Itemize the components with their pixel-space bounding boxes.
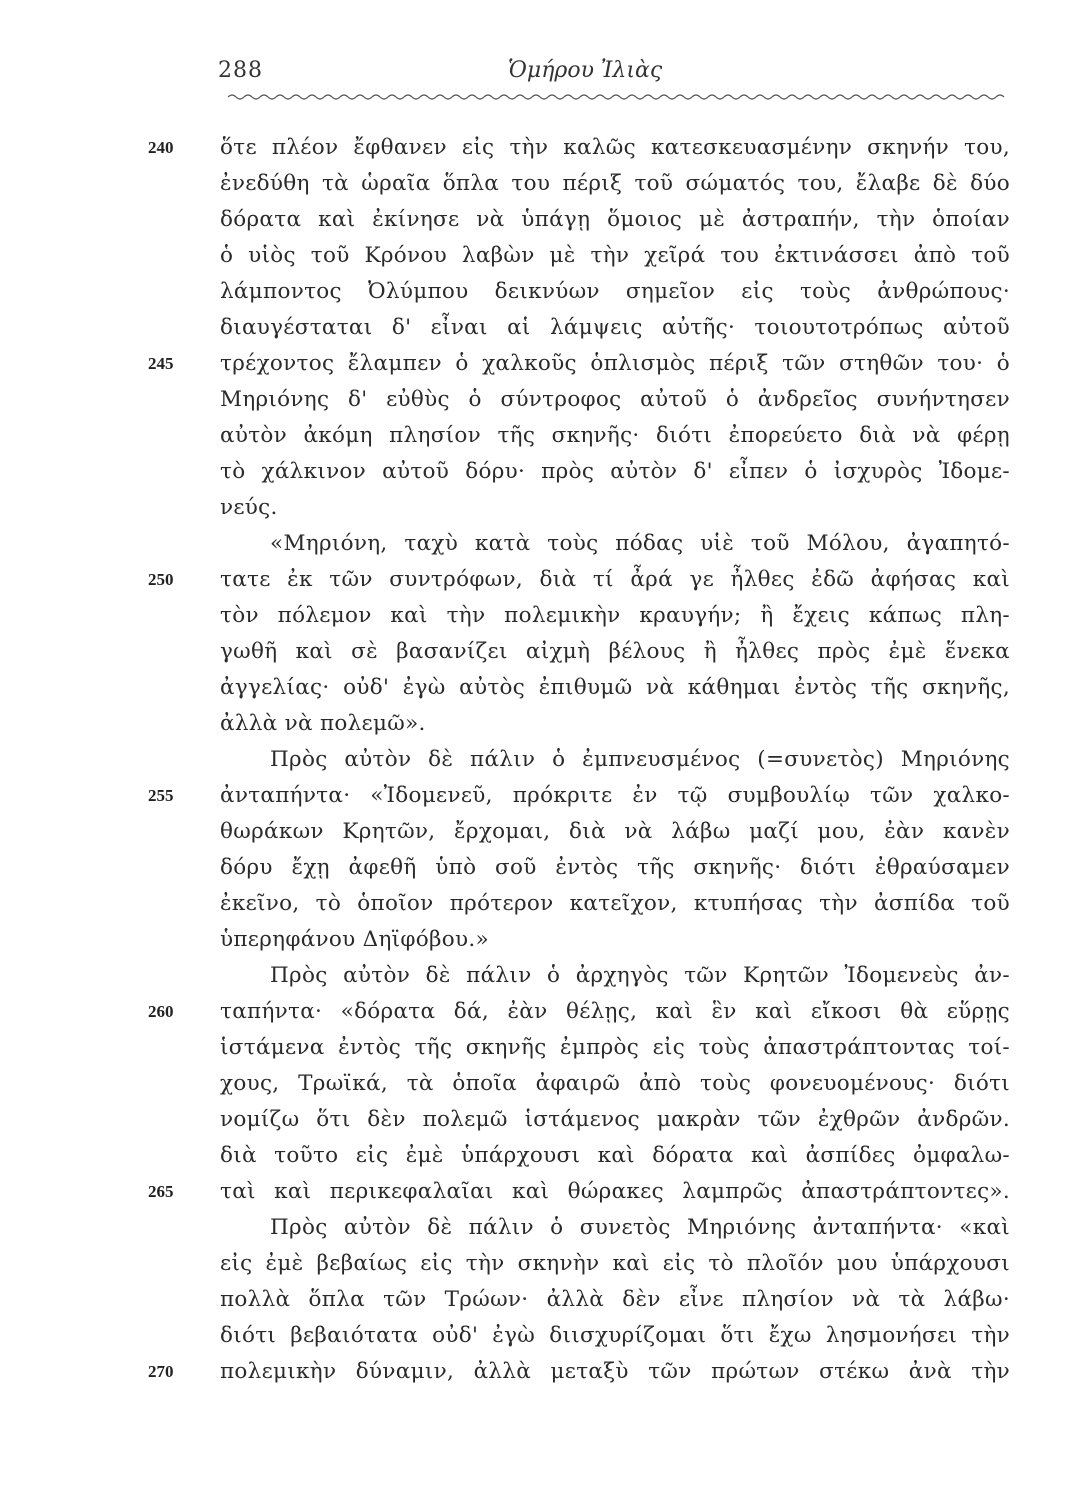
line-number: 265 xyxy=(148,1182,174,1201)
running-title: Ὁμήρου Ἰλιὰς xyxy=(508,58,663,83)
text-line: αὐτὸν ἀκόμη πλησίον τῆς σκηνῆς· διότι ἐπορεύετο διὰ νὰ φέρῃ xyxy=(220,423,1010,448)
text-line: ἐκεῖνο, τὸ ὁποῖον πρότερον κατεῖχον, κτυπήσας τὴν ἀσπίδα τοῦ xyxy=(220,891,1010,916)
text-line: ταὶ καὶ περικεφαλαῖαι καὶ θώρακες λαμπρῶς ἀπαστράπτοντες». xyxy=(220,1179,1010,1204)
text-line: διὰ τοῦτο εἰς ἐμὲ ὑπάρχουσι καὶ δόρατα καὶ ἀσπίδες ὀμφαλω- xyxy=(220,1143,1010,1168)
text-line: ὑπερηφάνου Δηϊφόβου.» xyxy=(220,927,489,952)
text-line: ἀγγελίας· οὐδ' ἐγὼ αὐτὸς ἐπιθυμῶ νὰ κάθημαι ἐντὸς τῆς σκηνῆς, xyxy=(220,675,1010,700)
line-number: 270 xyxy=(148,1362,174,1381)
text-line: πολεμικὴν δύναμιν, ἀλλὰ μεταξὺ τῶν πρώτων στέκω ἀνὰ τὴν xyxy=(220,1359,1010,1384)
text-line: τρέχοντος ἔλαμπεν ὁ χαλκοῦς ὁπλισμὸς πέριξ τῶν στηθῶν του· ὁ xyxy=(220,351,1010,376)
page-number: 288 xyxy=(218,58,263,83)
text-line: θωράκων Κρητῶν, ἔρχομαι, διὰ νὰ λάβω μαζί μου, ἐὰν κανὲν xyxy=(220,819,1010,844)
text-line: Πρὸς αὐτὸν δὲ πάλιν ὁ συνετὸς Μηριόνης ἀνταπήντα· «καὶ xyxy=(270,1215,1010,1240)
text-line: ἱστάμενα ἐντὸς τῆς σκηνῆς ἐμπρὸς εἰς τοὺς ἀπαστράπτοντας τοί- xyxy=(220,1035,1010,1060)
text-line: χους, Τρωϊκά, τὰ ὁποῖα ἀφαιρῶ ἀπὸ τοὺς φονευομένους· διότι xyxy=(220,1071,1010,1096)
text-line: ἀλλὰ νὰ πολεμῶ». xyxy=(220,711,426,736)
text-line: ταπήντα· «δόρατα δά, ἐὰν θέλῃς, καὶ ἓν καὶ εἴκοσι θὰ εὕρῃς xyxy=(220,999,1010,1024)
line-number: 255 xyxy=(148,786,174,805)
text-line: Μηριόνης δ' εὐθὺς ὁ σύντροφος αὐτοῦ ὁ ἀνδρεῖος συνήντησεν xyxy=(220,387,1010,412)
text-line: «Μηριόνη, ταχὺ κατὰ τοὺς πόδας υἱὲ τοῦ Μόλου, ἀγαπητό- xyxy=(270,531,1010,556)
text-line: εἰς ἐμὲ βεβαίως εἰς τὴν σκηνὴν καὶ εἰς τὸ πλοῖόν μου ὑπάρχουσι xyxy=(220,1251,1010,1276)
page-header xyxy=(218,58,1008,88)
text-line: Πρὸς αὐτὸν δὲ πάλιν ὁ ἀρχηγὸς τῶν Κρητῶν Ἰδομενεὺς ἀν- xyxy=(270,963,1010,988)
text-line: δόρατα καὶ ἐκίνησε νὰ ὑπάγῃ ὅμοιος μὲ ἀστραπήν, τὴν ὁποίαν xyxy=(220,207,1010,232)
text-line: πολλὰ ὅπλα τῶν Τρώων· ἀλλὰ δὲν εἶνε πλησίον νὰ τὰ λάβω· xyxy=(220,1287,1010,1312)
text-line: ὁ υἱὸς τοῦ Κρόνου λαβὼν μὲ τὴν χεῖρά του ἐκτινάσσει ἀπὸ τοῦ xyxy=(220,243,1010,268)
line-number: 240 xyxy=(148,138,174,157)
text-line: νομίζω ὅτι δὲν πολεμῶ ἱστάμενος μακρὰν τῶν ἐχθρῶν ἀνδρῶν. xyxy=(220,1107,1010,1132)
line-number: 250 xyxy=(148,570,174,589)
text-line: ἀνταπήντα· «Ἰδομενεῦ, πρόκριτε ἐν τῷ συμβουλίῳ τῶν χαλκο- xyxy=(220,783,1010,808)
text-line: δόρυ ἔχῃ ἀφεθῆ ὑπὸ σοῦ ἐντὸς τῆς σκηνῆς· διότι ἐθραύσαμεν xyxy=(220,855,1010,880)
text-line: ἐνεδύθη τὰ ὡραῖα ὅπλα του πέριξ τοῦ σώματός του, ἔλαβε δὲ δύο xyxy=(220,171,1010,196)
text-line: ὅτε πλέον ἔφθανεν εἰς τὴν καλῶς κατεσκευασμένην σκηνήν του, xyxy=(220,135,1010,160)
text-line: διαυγέσταται δ' εἶναι αἱ λάμψεις αὐτῆς· τοιουτοτρόπως αὐτοῦ xyxy=(220,315,1010,340)
text-line: τὸ χάλκινον αὐτοῦ δόρυ· πρὸς αὐτὸν δ' εἶπεν ὁ ἰσχυρὸς Ἰδομε- xyxy=(220,459,1010,484)
text-line: γωθῆ καὶ σὲ βασανίζει αἰχμὴ βέλους ἢ ἦλθες πρὸς ἐμὲ ἕνεκα xyxy=(220,639,1010,664)
text-line: νεύς. xyxy=(220,495,278,520)
text-line: τατε ἐκ τῶν συντρόφων, διὰ τί ἆρά γε ἦλθες ἐδῶ ἀφήσας καὶ xyxy=(220,567,1010,592)
text-line: διότι βεβαιότατα οὐδ' ἐγὼ διισχυρίζομαι ὅτι ἔχω λησμονήσει τὴν xyxy=(220,1323,1010,1348)
text-line: Πρὸς αὐτὸν δὲ πάλιν ὁ ἐμπνευσμένος (=συνετὸς) Μηριόνης xyxy=(270,747,1010,772)
text-line: λάμποντος Ὀλύμπου δεικνύων σημεῖον εἰς τοὺς ἀνθρώπους· xyxy=(220,279,1010,304)
line-number: 260 xyxy=(148,1002,174,1021)
header-rule xyxy=(228,92,1008,102)
text-line: τὸν πόλεμον καὶ τὴν πολεμικὴν κραυγήν; ἢ ἔχεις κάπως πλη- xyxy=(220,603,1010,628)
line-number: 245 xyxy=(148,354,174,373)
